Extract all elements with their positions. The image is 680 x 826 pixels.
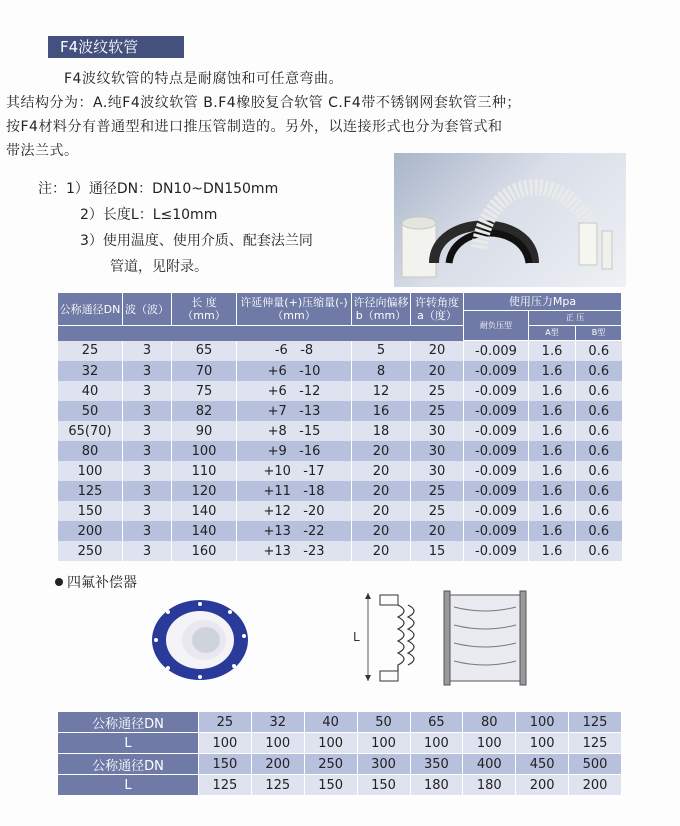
- table-row: [58, 381, 622, 401]
- note-1: 注：1）通径DN：DN10~DN150mm: [38, 181, 279, 197]
- header-negative-pressure: 耐负压型: [464, 311, 529, 341]
- cell: 120: [172, 481, 237, 501]
- cell: 20: [352, 481, 411, 501]
- cell: 82: [172, 401, 237, 421]
- cell: 1.6: [529, 381, 576, 401]
- table-row: [58, 712, 622, 733]
- cell: +8 -15: [237, 421, 352, 441]
- cell: 450: [516, 754, 569, 775]
- header-stretch: 许延伸量(+)压缩量(-)（mm）: [237, 293, 352, 326]
- cell: 150: [58, 501, 123, 521]
- cell: 65: [172, 341, 237, 362]
- page-title: F4波纹软管: [48, 36, 184, 58]
- cell: 12: [352, 381, 411, 401]
- cell: 125: [251, 775, 304, 796]
- cell: +12 -20: [237, 501, 352, 521]
- compensator-spec-table: [57, 711, 622, 796]
- cell: 65(70): [58, 421, 123, 441]
- header-a-type: A型: [529, 326, 576, 341]
- cell: 125: [58, 481, 123, 501]
- cell: 1.6: [529, 421, 576, 441]
- cell: 100: [251, 733, 304, 754]
- row-label: 公称通径DN: [58, 712, 199, 733]
- cell: 1.6: [529, 521, 576, 541]
- cell: 100: [516, 712, 569, 733]
- cell: 100: [304, 733, 357, 754]
- cell: +13 -23: [237, 541, 352, 561]
- cell: +10 -17: [237, 461, 352, 481]
- cell: 200: [569, 775, 622, 796]
- header-b-type: B型: [576, 326, 622, 341]
- header-pressure: 使用压力Mpa: [464, 293, 622, 311]
- cell: 1.6: [529, 541, 576, 561]
- cell: +7 -13: [237, 401, 352, 421]
- cell: 0.6: [576, 441, 622, 461]
- section-heading: [55, 572, 137, 592]
- cell: 20: [352, 541, 411, 561]
- cell: 5: [352, 341, 411, 362]
- cell: 150: [199, 754, 252, 775]
- cell: 125: [569, 733, 622, 754]
- header-waves: 波（波）: [123, 293, 172, 326]
- cell: 140: [172, 501, 237, 521]
- cell: 8: [352, 361, 411, 381]
- note-4: 管道，见附录。: [110, 259, 208, 275]
- cell: 3: [123, 521, 172, 541]
- table-row: [58, 401, 622, 421]
- flange-illustration: [150, 596, 254, 684]
- cell: +6 -12: [237, 381, 352, 401]
- table-row: [58, 421, 622, 441]
- cell: 3: [123, 381, 172, 401]
- table-row: [58, 521, 622, 541]
- cell: 0.6: [576, 401, 622, 421]
- cell: 250: [58, 541, 123, 561]
- cell: 100: [410, 733, 463, 754]
- cell: 100: [516, 733, 569, 754]
- cell: 25: [58, 341, 123, 362]
- cell: +11 -18: [237, 481, 352, 501]
- cell: 0.6: [576, 501, 622, 521]
- cell: -0.009: [464, 421, 529, 441]
- cell: 125: [569, 712, 622, 733]
- cell: 3: [123, 481, 172, 501]
- cell: -0.009: [464, 461, 529, 481]
- note-2: 2）长度L：L≤10mm: [80, 207, 218, 223]
- row-label: L: [58, 733, 199, 754]
- cell: 0.6: [576, 461, 622, 481]
- cell: 1.6: [529, 461, 576, 481]
- cell: 100: [58, 461, 123, 481]
- dimension-label: L: [353, 630, 360, 644]
- table-row: [58, 754, 622, 775]
- cell: 3: [123, 341, 172, 362]
- cell: 3: [123, 541, 172, 561]
- cell: -0.009: [464, 541, 529, 561]
- cell: 100: [199, 733, 252, 754]
- cell: -0.009: [464, 401, 529, 421]
- cell: 75: [172, 381, 237, 401]
- cell: 20: [352, 461, 411, 481]
- table-row: [58, 541, 622, 561]
- cell: 1.6: [529, 361, 576, 381]
- compensator-photo: [150, 596, 254, 688]
- cell: 0.6: [576, 481, 622, 501]
- cell: 40: [304, 712, 357, 733]
- cell: 25: [411, 501, 464, 521]
- cell: 3: [123, 421, 172, 441]
- cell: 25: [411, 401, 464, 421]
- cell: 25: [411, 481, 464, 501]
- cell: -0.009: [464, 341, 529, 362]
- cell: 32: [58, 361, 123, 381]
- table-row: [58, 461, 622, 481]
- cell: 0.6: [576, 361, 622, 381]
- note-3: 3）使用温度、使用介质、配套法兰同: [80, 233, 313, 249]
- cell: 20: [352, 441, 411, 461]
- table-row: [58, 341, 622, 362]
- cell: -0.009: [464, 361, 529, 381]
- cell: 0.6: [576, 341, 622, 362]
- cell: 18: [352, 421, 411, 441]
- header-positive-pressure: 正 压: [529, 311, 622, 326]
- hose-product-photo: [394, 153, 626, 287]
- cell: 3: [123, 361, 172, 381]
- row-label: L: [58, 775, 199, 796]
- cell: 40: [58, 381, 123, 401]
- cell: +9 -16: [237, 441, 352, 461]
- bullet-icon: [55, 578, 63, 586]
- cell: 3: [123, 501, 172, 521]
- cell: 25: [411, 381, 464, 401]
- cell: 25: [199, 712, 252, 733]
- cell: 125: [199, 775, 252, 796]
- cell: 0.6: [576, 421, 622, 441]
- cell: 0.6: [576, 521, 622, 541]
- cell: 50: [357, 712, 410, 733]
- cell: 140: [172, 521, 237, 541]
- cell: 1.6: [529, 441, 576, 461]
- cell: 30: [411, 461, 464, 481]
- cell: 20: [352, 521, 411, 541]
- cell: 80: [58, 441, 123, 461]
- cell: -0.009: [464, 501, 529, 521]
- cell: 250: [304, 754, 357, 775]
- cell: 30: [411, 441, 464, 461]
- intro-line-4: 带法兰式。: [6, 143, 79, 159]
- cell: 160: [172, 541, 237, 561]
- cell: 80: [463, 712, 516, 733]
- table-row: [58, 733, 622, 754]
- hose-spec-table: [57, 292, 622, 561]
- cell: 3: [123, 401, 172, 421]
- cell: 0.6: [576, 541, 622, 561]
- cell: -0.009: [464, 481, 529, 501]
- cell: 1.6: [529, 481, 576, 501]
- cell: 350: [410, 754, 463, 775]
- row-label: 公称通径DN: [58, 754, 199, 775]
- cell: 3: [123, 461, 172, 481]
- cell: 20: [411, 361, 464, 381]
- cell: 90: [172, 421, 237, 441]
- cell: 1.6: [529, 341, 576, 362]
- cell: -0.009: [464, 521, 529, 541]
- cell: 15: [411, 541, 464, 561]
- cell: 100: [463, 733, 516, 754]
- cell: 150: [357, 775, 410, 796]
- cell: 500: [569, 754, 622, 775]
- table-row: [58, 481, 622, 501]
- cell: 32: [251, 712, 304, 733]
- cell: -6 -8: [237, 341, 352, 362]
- cell: 20: [411, 341, 464, 362]
- cell: 100: [172, 441, 237, 461]
- header-offset: 许径向偏移b（mm）: [352, 293, 411, 326]
- cell: 3: [123, 441, 172, 461]
- compensator-diagram: [350, 585, 550, 699]
- cell: 180: [463, 775, 516, 796]
- cell: 70: [172, 361, 237, 381]
- table-row: [58, 361, 622, 381]
- intro-line-1: F4波纹软管的特点是耐腐蚀和可任意弯曲。: [64, 71, 343, 87]
- cell: +13 -22: [237, 521, 352, 541]
- cell: 50: [58, 401, 123, 421]
- cell: 200: [251, 754, 304, 775]
- cell: 1.6: [529, 501, 576, 521]
- cell: 100: [357, 733, 410, 754]
- table-row: [58, 441, 622, 461]
- cell: 20: [411, 521, 464, 541]
- cell: 16: [352, 401, 411, 421]
- cell: +6 -10: [237, 361, 352, 381]
- cell: 180: [410, 775, 463, 796]
- section-title: 四氟补偿器: [67, 575, 137, 591]
- intro-line-2: 其结构分为：A.纯F4波纹软管 B.F4橡胶复合软管 C.F4带不锈钢网套软管三种；: [6, 95, 521, 111]
- cell: 200: [516, 775, 569, 796]
- table-row: [58, 501, 622, 521]
- header-angle: 许转角度a（度）: [411, 293, 464, 326]
- header-dn: 公称通径DN: [58, 293, 123, 326]
- header-length: 长 度（mm）: [172, 293, 237, 326]
- cell: 20: [352, 501, 411, 521]
- cell: 110: [172, 461, 237, 481]
- cell: 150: [304, 775, 357, 796]
- cell: 1.6: [529, 401, 576, 421]
- notes: [38, 176, 313, 280]
- cell: -0.009: [464, 381, 529, 401]
- table-row: [58, 775, 622, 796]
- cell: 400: [463, 754, 516, 775]
- intro-line-3: 按F4材料分有普通型和进口推压管制造的。另外，以连接形式也分为套管式和: [6, 119, 503, 135]
- cell: 0.6: [576, 381, 622, 401]
- cell: -0.009: [464, 441, 529, 461]
- cell: 65: [410, 712, 463, 733]
- cell: 200: [58, 521, 123, 541]
- cross-section-drawing: [350, 585, 550, 695]
- hose-illustration: [394, 153, 626, 287]
- cell: 30: [411, 421, 464, 441]
- cell: 300: [357, 754, 410, 775]
